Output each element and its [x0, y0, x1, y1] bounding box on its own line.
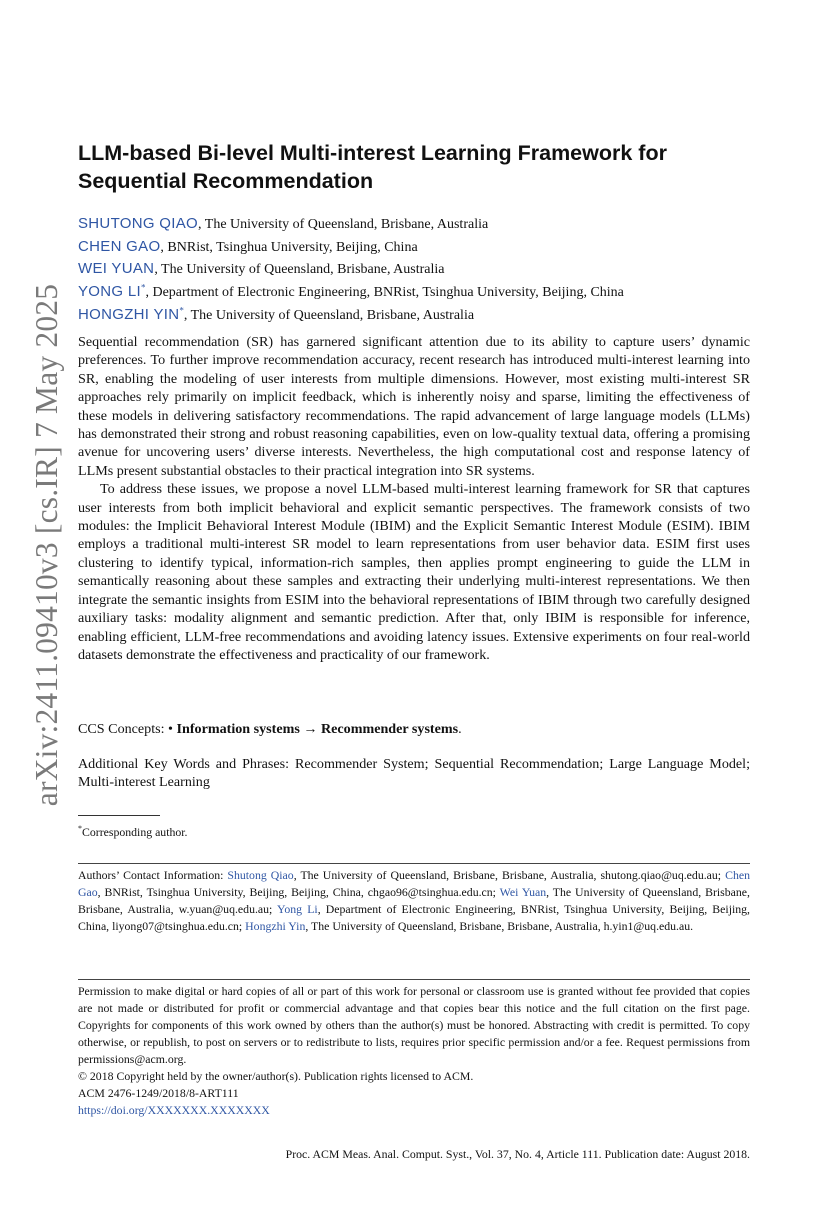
keywords: Additional Key Words and Phrases: Recommender System; Sequential Recommendation; Large Language Model; Multi-interest Learning [78, 756, 750, 791]
author-contact-information [78, 867, 750, 935]
paper-title: LLM-based Bi-level Multi-interest Learning Framework for Sequential Recommendation [78, 141, 667, 193]
author-affiliation: , The University of Queensland, Brisbane, Australia [183, 307, 475, 323]
contact-author-link[interactable]: Yong Li [277, 902, 318, 916]
author-mark: * [179, 305, 184, 316]
author-name[interactable]: HONGZHI YIN [78, 305, 180, 323]
author-name[interactable]: YONG LI [78, 283, 141, 301]
contact-prefix: Authors’ Contact Information: [78, 868, 228, 882]
author-name[interactable]: WEI YUAN [78, 260, 155, 278]
ccs-concept: Information systems [176, 721, 300, 737]
permission-divider [78, 979, 750, 980]
contact-divider [78, 863, 750, 864]
author-affiliation: , Department of Electronic Engineering, BNRist, Tsinghua University, Beijing, China [145, 285, 624, 301]
abstract-paragraph: Sequential recommendation (SR) has garnered significant attention due to its ability to capture users’ dynamic preferences. To further improve recommendation accuracy, recent research has introduced multi-interest learning into SR, enabling the modeling of user interests from multiple dimensions. However, most existing multi-interest SR approaches rely primarily on implicit feedback, which is inherently noisy and sparse, limiting the effectiveness of these models in delivering satisfactory recommendations. The rapid advancement of large language models (LLMs) has demonstrated their strong and robust reasoning capabilities, even on low-quality textual data, offering a promising avenue for uncovering users’ diverse interests. Nevertheless, the high computational cost and response latency of LLMs present substantial obstacles to their practical integration into SR systems. [78, 334, 750, 479]
author-list [78, 213, 768, 327]
issn-line: ACM 2476-1249/2018/8-ART111 [78, 1086, 239, 1100]
contact-details: , The University of Queensland, Brisbane, Brisbane, Australia, shutong.qiao@uq.edu.au; [293, 868, 726, 882]
author-mark: * [140, 282, 146, 293]
ccs-concepts [78, 720, 750, 738]
author-entry [78, 236, 768, 259]
author-entry [78, 281, 768, 304]
ccs-arrow: → [299, 721, 321, 737]
contact-author-link[interactable]: Shutong Qiao [227, 868, 294, 882]
author-entry [78, 213, 768, 236]
footnote-divider [78, 815, 160, 816]
author-affiliation: , The University of Queensland, Brisbane, Australia [198, 217, 489, 232]
ccs-suffix: . [458, 721, 462, 737]
copyright-line: © 2018 Copyright held by the owner/author(s). Publication rights licensed to ACM. [78, 1069, 474, 1083]
footnote-mark: * [78, 824, 82, 833]
author-affiliation: , BNRist, Tsinghua University, Beijing, China [160, 239, 418, 255]
contact-details: , Department of Electronic Engineering, BNRist, Tsinghua University, Beijing, Beijing, China, liyong07@tsinghua.edu.cn; [78, 902, 750, 933]
journal-footer: Proc. ACM Meas. Anal. Comput. Syst., Vol. 37, No. 4, Article 111. Publication date: August 2018. [285, 1147, 750, 1161]
ccs-subconcept: Recommender systems [320, 721, 459, 737]
contact-details: , The University of Queensland, Brisbane, Brisbane, Australia, w.yuan@uq.edu.au; [78, 885, 750, 916]
author-name[interactable]: SHUTONG QIAO [78, 215, 199, 232]
author-entry [78, 258, 768, 281]
footnote-text: Corresponding author. [82, 824, 188, 839]
corresponding-author-footnote [78, 821, 188, 840]
abstract-paragraph: To address these issues, we propose a novel LLM-based multi-interest learning framework for SR that captures user interests from both implicit behavioral and explicit semantic perspectives. The framework consists of two modules: the Implicit Behavioral Interest Module (IBIM) and the Explicit Semantic Interest Module (ESIM). IBIM employs a traditional multi-interest SR model to learn representations from user behavior data. ESIM first uses clustering to identify typical, information-rich samples, then applies prompt engineering to guide the LLM in semantically reasoning about these samples and extracting their underlying multi-interest representations. We then integrate the semantic insights from ESIM into the behavioral representations of IBIM through two carefully designed auxiliary tasks: modality alignment and semantic prediction. After that, only IBIM is responsible for inference, enabling efficient, LLM-free recommendations and avoiding latency issues. Extensive experiments on four real-world datasets demonstrate the effectiveness and practicality of our framework. [78, 481, 750, 663]
doi-link[interactable]: https://doi.org/XXXXXXX.XXXXXXX [78, 1103, 270, 1117]
abstract [78, 333, 750, 664]
contact-author-link[interactable]: Wei Yuan [499, 885, 547, 899]
permission-text: Permission to make digital or hard copies of all or part of this work for personal or classroom use is granted without fee provided that copies are not made or distributed for profit or commercial advantage and that copies bear this notice and the full citation on the first page. Copyrights for components of this work owned by others than the author(s) must be honored. Abstracting with credit is permitted. To copy otherwise, or republish, to post on servers or to redistribute to lists, requires prior specific permission and/or a fee. Request permissions from permissions@acm.org. [78, 984, 750, 1066]
author-entry [78, 304, 768, 327]
permission-notice [78, 983, 750, 1119]
author-affiliation: , The University of Queensland, Brisbane, Australia [154, 262, 445, 278]
author-name[interactable]: CHEN GAO [78, 237, 161, 255]
contact-author-link[interactable]: Hongzhi Yin [245, 919, 306, 933]
ccs-prefix: CCS Concepts: • [78, 721, 177, 737]
contact-author-link[interactable]: Chen Gao [78, 868, 750, 899]
contact-details: , The University of Queensland, Brisbane, Brisbane, Australia, h.yin1@uq.edu.au. [305, 919, 694, 933]
arxiv-stamp-text: arXiv:2411.09410v3 [cs.IR] 7 May 2025 [29, 283, 64, 807]
contact-details: , BNRist, Tsinghua University, Beijing, Beijing, China, chgao96@tsinghua.edu.cn; [97, 885, 500, 899]
